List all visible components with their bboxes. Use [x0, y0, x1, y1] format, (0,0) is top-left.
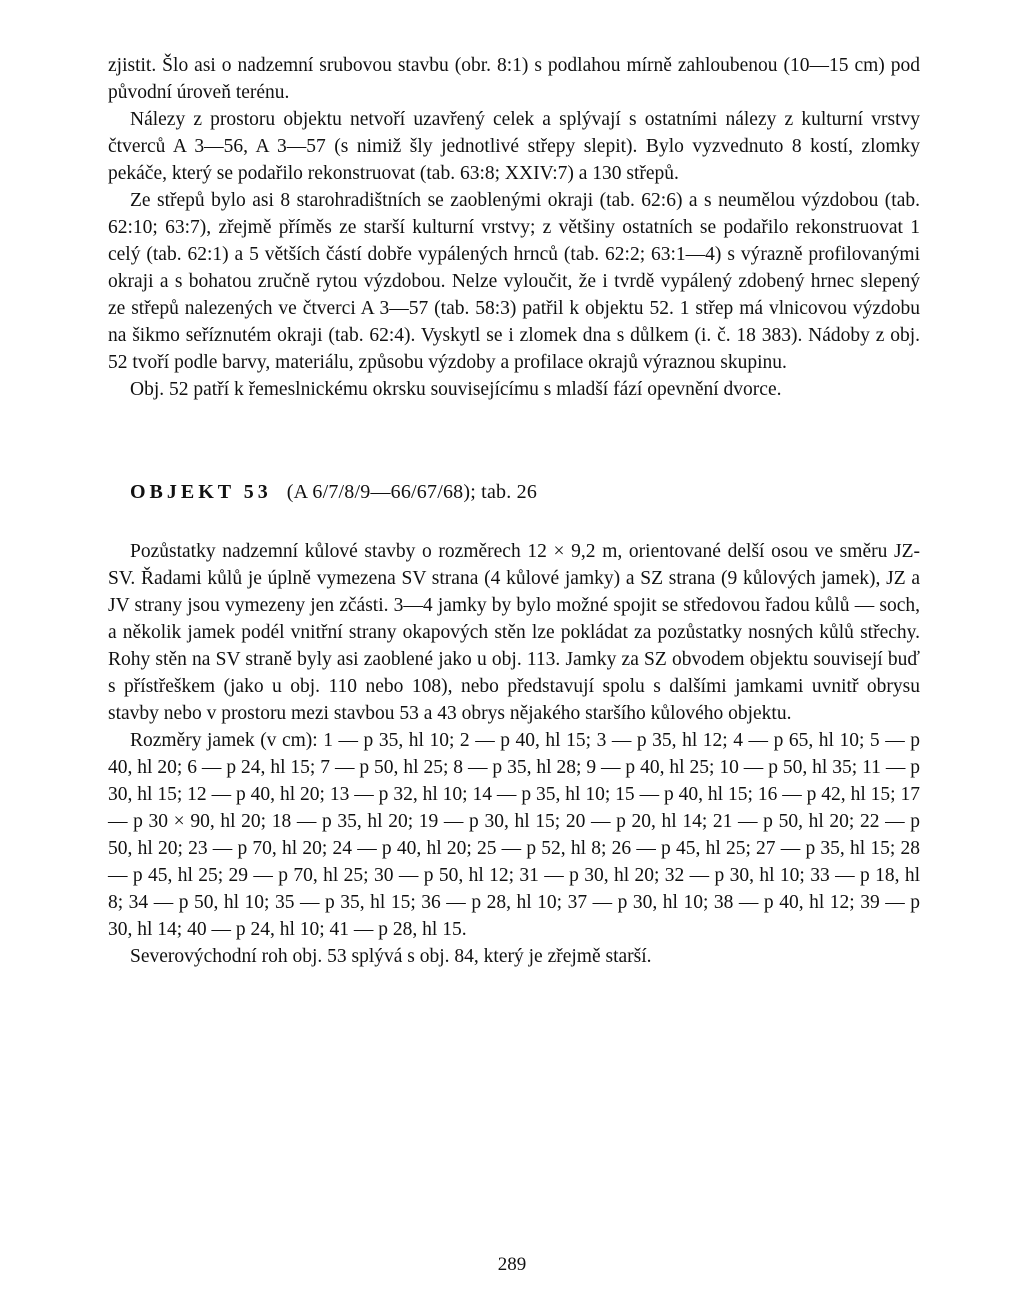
paragraph-construction: zjistit. Šlo asi o nadzemní srubovou stavbu (obr. 8:1) s podlahou mírně zahloubenou (10—15 cm) pod původní úroveň terénu. [108, 55, 920, 103]
section-heading-reference: (A 6/7/8/9—66/67/68); tab. 26 [286, 481, 538, 503]
page-number: 289 [497, 1254, 527, 1275]
document-page [108, 52, 920, 970]
paragraph-sherds: Ze střepů bylo asi 8 starohradištních se zaoblenými okraji (tab. 62:6) a s neumělou výzdobou (tab. 62:10; 63:7), zřejmě příměs ze starší kulturní vrstvy; z většiny ostatních se podařilo rekonstruovat 1 celý (tab. 62:1) a 5 větších částí dobře vypálených hrnců (tab. 62:2; 63:1—4) s výrazně profilovanými okraji a s bohatou zručně rytou výzdobou. Nelze vyloučit, že i tvrdě vypálený zdobený hrnec slepený ze střepů nalezených ve čtverci A 3—57 (tab. 58:3) patřil k objektu 52. 1 střep má vlnicovou výzdobu na šikmo seříznutém okraji (tab. 62:4). Vyskytl se i zlomek dna s důlkem (i. č. 18 383). Nádoby z obj. 52 tvoří podle barvy, materiálu, způsobu výzdoby a profilace okrajů výraznou skupinu. [108, 190, 920, 373]
paragraph-corner-note: Severovýchodní roh obj. 53 splývá s obj. 84, který je zřejmě starší. [130, 946, 652, 967]
paragraph-finds: Nálezy z prostoru objektu netvoří uzavřený celek a splývají s ostatními nálezy z kulturní vrstvy čtverců A 3—56, A 3—57 (s nimiž šly jednotlivé střepy slepit). Bylo vyzvednuto 8 kostí, zlomky pekáče, který se podařilo rekonstruovat (tab. 63:8; XXIV:7) a 130 střepů. [108, 109, 920, 184]
section-heading-objekt-53 [130, 479, 920, 506]
section-objekt-52-continuation [108, 52, 920, 403]
paragraph-description: Pozůstatky nadzemní kůlové stavby o rozměrech 12 × 9,2 m, orientované delší osou ve směru JZ-SV. Řadami kůlů je úplně vymezena SV strana (4 kůlové jamky) a SZ strana (9 kůlových jamek), JZ a JV strany jsou vymezeny jen zčásti. 3—4 jamky by bylo možné spojit se středovou řadou kůlů — soch, a několik jamek podél vnitřní strany okapových stěn lze pokládat za pozůstatky nosných kůlů střechy. Rohy stěn na SV straně byly asi zaoblené jako u obj. 113. Jamky za SZ obvodem objektu souvisejí buď s přístřeškem (jako u obj. 110 nebo 108), nebo představují spolu s dalšími jamkami uvnitř obrysu stavby nebo v prostoru mezi stavbou 53 a 43 obrys nějakého staršího kůlového objektu. [108, 541, 920, 724]
paragraph-conclusion: Obj. 52 patří k řemeslnickému okrsku souvisejícímu s mladší fází opevnění dvorce. [130, 379, 782, 400]
paragraph-pit-dimensions: Rozměry jamek (v cm): 1 — p 35, hl 10; 2 — p 40, hl 15; 3 — p 35, hl 12; 4 — p 65, hl 10; 5 — p 40, hl 20; 6 — p 24, hl 15; 7 — p 50, hl 25; 8 — p 35, hl 28; 9 — p 40, hl 25; 10 — p 50, hl 35; 11 — p 30, hl 15; 12 — p 40, hl 20; 13 — p 32, hl 10; 14 — p 35, hl 10; 15 — p 40, hl 15; 16 — p 42, hl 15; 17 — p 30 × 90, hl 20; 18 — p 35, hl 20; 19 — p 30, hl 15; 20 — p 20, hl 14; 21 — p 50, hl 20; 22 — p 50, hl 20; 23 — p 70, hl 20; 24 — p 40, hl 20; 25 — p 52, hl 8; 26 — p 45, hl 25; 27 — p 35, hl 15; 28 — p 45, hl 25; 29 — p 70, hl 25; 30 — p 50, hl 12; 31 — p 30, hl 20; 32 — p 30, hl 10; 33 — p 18, hl 8; 34 — p 50, hl 10; 35 — p 35, hl 15; 36 — p 28, hl 10; 37 — p 30, hl 10; 38 — p 40, hl 12; 39 — p 30, hl 14; 40 — p 24, hl 10; 41 — p 28, hl 15. [108, 730, 920, 940]
section-heading-title: OBJEKT 53 [130, 481, 272, 503]
section-objekt-53 [108, 538, 920, 970]
